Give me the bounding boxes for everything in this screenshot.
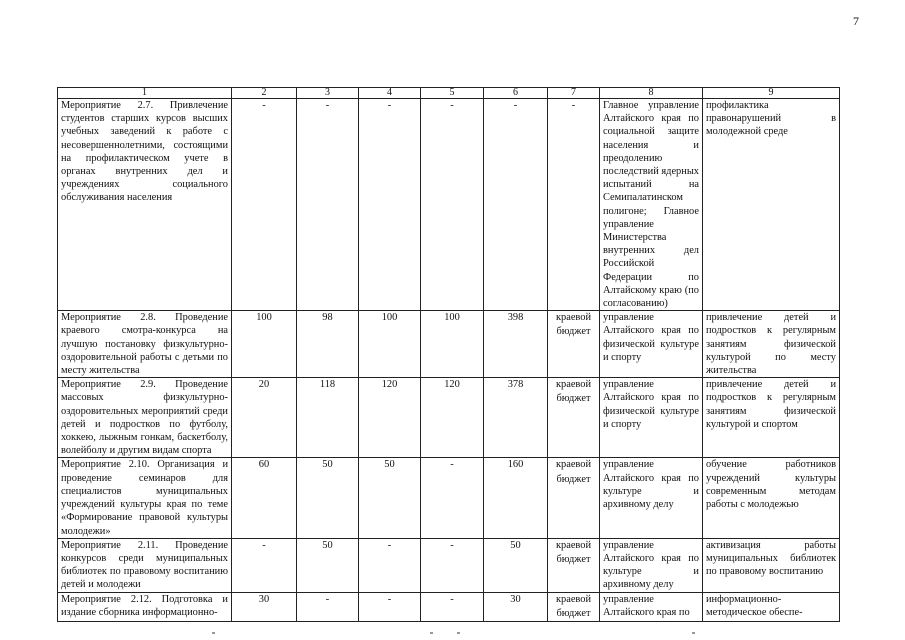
executor-cell: управление Алтайского края по физической культуре и спорту xyxy=(600,378,703,458)
executor-cell: управление Алтайского края по культуре и архивному делу xyxy=(600,538,703,592)
measure-cell: Мероприятие 2.9. Проведение массовых физкультурно-оздоровительных мероприятий среди детей и подростков по футболу, хоккею, лыжным гонкам, баскетболу, волейболу и другим видам спорта xyxy=(58,378,232,458)
table-row xyxy=(58,378,840,458)
total-cell: 50 xyxy=(484,538,548,592)
result-cell: обучение работников учреждений культуры современным методам работы с молодежью xyxy=(703,458,840,538)
result-cell: активизация работы муниципальных библиотек по правовому воспитанию xyxy=(703,538,840,592)
total-cell: 160 xyxy=(484,458,548,538)
table-row xyxy=(58,592,840,621)
value-cell: 50 xyxy=(297,458,359,538)
value-cell: 120 xyxy=(359,378,421,458)
value-cell: 100 xyxy=(232,311,297,378)
scan-artifacts xyxy=(0,632,905,640)
header-row xyxy=(58,88,840,99)
measure-cell: Мероприятие 2.7. Привлечение студентов старших курсов высших учебных заведений к работе с несовершеннолетними, состоящими на профилактическом учете в органах внутренних дел и учреждениях социального обслуживания населения xyxy=(58,99,232,311)
value-cell: - xyxy=(232,538,297,592)
measure-cell: Мероприятие 2.8. Проведение краевого смотра-конкурса на лучшую постановку физкультурно-оздоровительной работы с детьми по месту жительства xyxy=(58,311,232,378)
value-cell: 50 xyxy=(297,538,359,592)
value-cell: - xyxy=(232,99,297,311)
value-cell: 30 xyxy=(232,592,297,621)
result-cell: информационно-методическое обеспе- xyxy=(703,592,840,621)
result-cell: привлечение детей и подростков к регулярным занятиям физической культурой и спортом xyxy=(703,378,840,458)
value-cell: 100 xyxy=(421,311,484,378)
measures-table xyxy=(57,87,840,622)
value-cell: 20 xyxy=(232,378,297,458)
source-cell: - xyxy=(548,99,600,311)
total-cell: 30 xyxy=(484,592,548,621)
value-cell: - xyxy=(359,538,421,592)
value-cell: - xyxy=(359,592,421,621)
value-cell: - xyxy=(421,592,484,621)
value-cell: 120 xyxy=(421,378,484,458)
column-header: 1 xyxy=(58,88,232,99)
source-cell: краевой бюджет xyxy=(548,311,600,378)
table-body xyxy=(58,99,840,622)
result-cell: привлечение детей и подростков к регулярным занятиям физической культурой по месту жительства xyxy=(703,311,840,378)
value-cell: 118 xyxy=(297,378,359,458)
table-row xyxy=(58,458,840,538)
total-cell: - xyxy=(484,99,548,311)
executor-cell: управление Алтайского края по xyxy=(600,592,703,621)
scan-mark xyxy=(457,632,460,634)
value-cell: - xyxy=(297,592,359,621)
value-cell: - xyxy=(421,99,484,311)
value-cell: 100 xyxy=(359,311,421,378)
column-header: 3 xyxy=(297,88,359,99)
executor-cell: Главное управление Алтайского края по социальной защите населения и преодолению последствий ядерных испытаний на Семипалатинском полигоне; Главное управление Министерства внутренних дел Российской Федерации по Алтайскому краю (по согласованию) xyxy=(600,99,703,311)
column-header: 6 xyxy=(484,88,548,99)
value-cell: - xyxy=(359,99,421,311)
column-header: 8 xyxy=(600,88,703,99)
measure-cell: Мероприятие 2.10. Организация и проведение семинаров для специалистов муниципальных учреждений культуры края по теме «Формирование правовой культуры молодежи» xyxy=(58,458,232,538)
scan-mark xyxy=(692,632,695,634)
executor-cell: управление Алтайского края по физической культуре и спорту xyxy=(600,311,703,378)
column-header: 9 xyxy=(703,88,840,99)
result-cell: профилактика правонарушений в молодежной среде xyxy=(703,99,840,311)
value-cell: 98 xyxy=(297,311,359,378)
value-cell: - xyxy=(297,99,359,311)
measure-cell: Мероприятие 2.12. Подготовка и издание сборника информационно- xyxy=(58,592,232,621)
column-header: 5 xyxy=(421,88,484,99)
value-cell: 60 xyxy=(232,458,297,538)
value-cell: - xyxy=(421,538,484,592)
page-number: 7 xyxy=(853,14,859,28)
source-cell: краевой бюджет xyxy=(548,458,600,538)
table-header xyxy=(58,88,840,99)
table-row xyxy=(58,538,840,592)
value-cell: 50 xyxy=(359,458,421,538)
column-header: 4 xyxy=(359,88,421,99)
table-row xyxy=(58,99,840,311)
total-cell: 398 xyxy=(484,311,548,378)
source-cell: краевой бюджет xyxy=(548,378,600,458)
table-row xyxy=(58,311,840,378)
scan-mark xyxy=(212,632,215,634)
value-cell: - xyxy=(421,458,484,538)
measure-cell: Мероприятие 2.11. Проведение конкурсов среди муниципальных библиотек по правовому воспитанию детей и молодежи xyxy=(58,538,232,592)
column-header: 7 xyxy=(548,88,600,99)
source-cell: краевой бюджет xyxy=(548,538,600,592)
source-cell: краевой бюджет xyxy=(548,592,600,621)
scan-mark xyxy=(430,632,433,634)
total-cell: 378 xyxy=(484,378,548,458)
column-header: 2 xyxy=(232,88,297,99)
executor-cell: управление Алтайского края по культуре и архивному делу xyxy=(600,458,703,538)
